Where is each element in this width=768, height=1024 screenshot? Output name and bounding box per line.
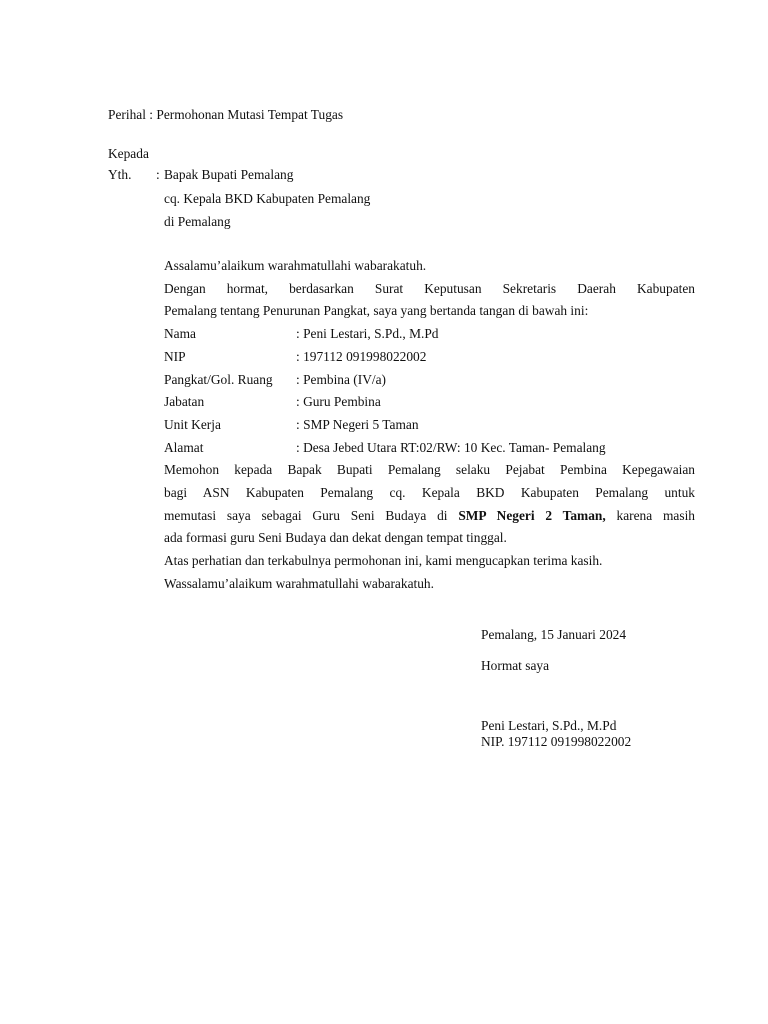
request-line-4: ada formasi guru Seni Budaya dan dekat dengan tempat tinggal. xyxy=(164,530,507,545)
field-value-pangkat: : Pembina (IV/a) xyxy=(296,372,386,387)
field-value-nama: : Peni Lestari, S.Pd., M.Pd xyxy=(296,326,439,341)
request-line-3-post: karena masih xyxy=(616,508,695,523)
signer-nip: NIP. 197112 091998022002 xyxy=(481,734,632,749)
recipient-yth: Yth. xyxy=(108,167,132,182)
field-label-alamat: Alamat xyxy=(164,440,204,455)
field-label-pangkat: Pangkat/Gol. Ruang xyxy=(164,372,273,387)
intro-line-2: Pemalang tentang Penurunan Pangkat, saya yang bertanda tangan di bawah ini: xyxy=(164,303,589,318)
signer-name: Peni Lestari, S.Pd., M.Pd xyxy=(481,718,617,733)
field-label-nip: NIP xyxy=(164,349,186,364)
regards: Hormat saya xyxy=(481,658,550,673)
school-target: SMP Negeri 2 Taman, xyxy=(458,508,606,523)
request-line-2: bagi ASN Kabupaten Pemalang cq. Kepala BKD Kabupaten Pemalang untuk xyxy=(164,485,695,500)
subject-text: Permohonan Mutasi Tempat Tugas xyxy=(156,107,344,122)
field-label-nama: Nama xyxy=(164,326,196,341)
intro-line-1: Dengan hormat, berdasarkan Surat Keputusan Sekretaris Daerah Kabupaten xyxy=(164,281,695,296)
field-value-jabatan: : Guru Pembina xyxy=(296,394,381,409)
recipient-separator: : xyxy=(156,167,160,182)
recipient-line-1: Bapak Bupati Pemalang xyxy=(164,167,294,182)
subject-separator: : xyxy=(149,107,154,122)
field-label-jabatan: Jabatan xyxy=(164,394,205,409)
field-value-nip: : 197112 091998022002 xyxy=(296,349,427,364)
place-date: Pemalang, 15 Januari 2024 xyxy=(481,627,627,642)
field-value-alamat: : Desa Jebed Utara RT:02/RW: 10 Kec. Taman- Pemalang xyxy=(296,440,606,455)
subject-line xyxy=(108,107,343,123)
greeting: Assalamu’alaikum warahmatullahi wabarakatuh. xyxy=(164,258,427,273)
subject-label: Perihal xyxy=(108,107,146,122)
field-label-unit-kerja: Unit Kerja xyxy=(164,417,221,432)
request-line-3 xyxy=(164,508,695,524)
field-value-unit-kerja: : SMP Negeri 5 Taman xyxy=(296,417,419,432)
request-line-1: Memohon kepada Bapak Bupati Pemalang selaku Pejabat Pembina Kepegawaian xyxy=(164,462,695,477)
recipient-line-2: cq. Kepala BKD Kabupaten Pemalang xyxy=(164,191,371,206)
thanks-line: Atas perhatian dan terkabulnya permohonan ini, kami mengucapkan terima kasih. xyxy=(164,553,603,568)
recipient-line-3: di Pemalang xyxy=(164,214,231,229)
closing-greeting: Wassalamu’alaikum warahmatullahi wabarakatuh. xyxy=(164,576,434,591)
recipient-kepada: Kepada xyxy=(108,146,149,161)
request-line-3-pre: memutasi saya sebagai Guru Seni Budaya di xyxy=(164,508,448,523)
